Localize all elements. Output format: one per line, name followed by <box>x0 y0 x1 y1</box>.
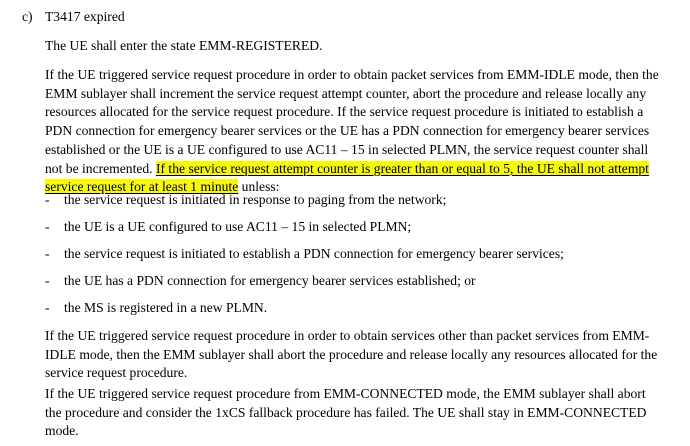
paragraph-line: service request procedure. <box>45 365 188 381</box>
section-heading <box>22 8 125 27</box>
highlighted-text: service request for at least 1 minute <box>45 179 239 195</box>
paragraph-line: EMM sublayer shall increment the service request attempt counter, abort the procedure and release locally any <box>45 85 647 101</box>
bullet-item-new-plmn <box>45 299 267 318</box>
bullet-text: the UE has a PDN connection for emergency bearer services established; or <box>64 273 476 288</box>
paragraph-line: If the UE triggered service request procedure in order to obtain packet services from EMM-IDLE mode, then the <box>45 67 659 82</box>
line-text: unless: <box>238 179 280 195</box>
paragraph-line: the procedure and consider the 1xCS fallback procedure has failed. The UE shall stay in EMM-CONNECTED <box>45 404 647 420</box>
bullet-dash: - <box>45 300 50 315</box>
paragraph-packet-services <box>45 66 673 197</box>
paragraph-line: If the UE triggered service request procedure from EMM-CONNECTED mode, the EMM sublayer shall abort <box>45 386 646 401</box>
paragraph-line: resources allocated for the service request procedure. If the service request procedure is initiated to establish a <box>45 104 644 120</box>
paragraph-enter-state <box>45 37 673 56</box>
line-text: not be incremented. <box>45 160 156 176</box>
bullet-dash: - <box>45 273 50 288</box>
paragraph-line: IDLE mode, then the EMM sublayer shall abort the procedure and release locally any resources allocated for the <box>45 346 658 362</box>
bullet-text: the service request is initiated to establish a PDN connection for emergency bearer services; <box>64 246 564 261</box>
bullet-text: the UE is a UE configured to use AC11 – 15 in selected PLMN; <box>64 219 412 234</box>
section-marker: c) <box>22 9 33 24</box>
bullet-text: the service request is initiated in response to paging from the network; <box>64 192 447 207</box>
paragraph-line: mode. <box>45 423 79 439</box>
bullet-item-pdn-established <box>45 272 476 291</box>
bullet-item-pdn-emergency <box>45 245 564 264</box>
highlighted-text: If the service request attempt counter is greater than or equal to 5, the UE shall not attempt <box>155 160 649 176</box>
paragraph-connected-mode <box>45 385 673 441</box>
paragraph-line: PDN connection for emergency bearer services or the UE has a PDN connection for emergency bearer services <box>45 123 650 139</box>
paragraph-line: established or the UE is a UE configured to use AC11 – 15 in selected PLMN, the service request counter shall <box>45 141 649 157</box>
paragraph-line: The UE shall enter the state EMM-REGISTERED. <box>45 38 323 53</box>
bullet-dash: - <box>45 192 50 207</box>
bullet-item-ac11-15 <box>45 218 411 237</box>
paragraph-other-services <box>45 327 673 383</box>
bullet-dash: - <box>45 246 50 261</box>
bullet-item-paging <box>45 191 446 210</box>
bullet-dash: - <box>45 219 50 234</box>
paragraph-line <box>45 160 673 179</box>
bullet-text: the MS is registered in a new PLMN. <box>64 300 268 315</box>
paragraph-line: If the UE triggered service request procedure in order to obtain services other than packet services from EMM- <box>45 328 650 343</box>
section-title: T3417 expired <box>45 9 125 24</box>
